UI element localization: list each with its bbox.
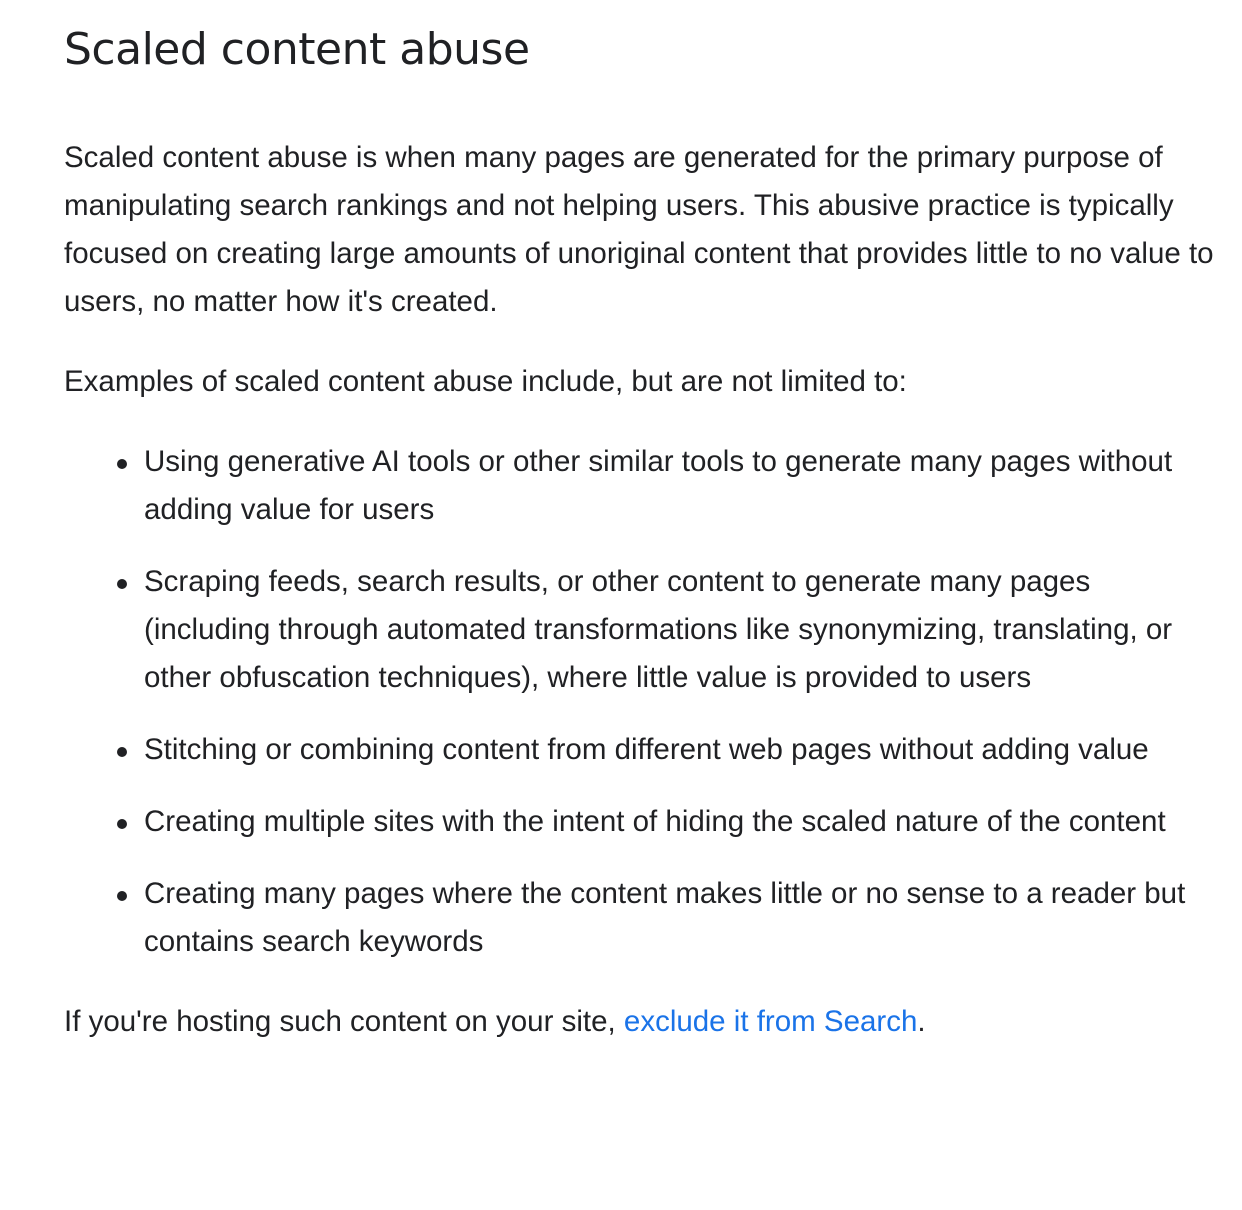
list-item: Stitching or combining content from different web pages without adding value xyxy=(144,726,1224,774)
list-item: Creating multiple sites with the intent of hiding the scaled nature of the content xyxy=(144,798,1224,846)
examples-lead: Examples of scaled content abuse include, but are not limited to: xyxy=(64,365,907,398)
outro-paragraph xyxy=(64,998,1224,1046)
exclude-from-search-link[interactable]: exclude it from Search xyxy=(623,1005,918,1038)
outro-suffix: . xyxy=(917,1005,926,1038)
list-item: Scraping feeds, search results, or other content to generate many pages (including through automated transformations like synonymizing, translating, or other obfuscation techniques), where little value is provided to users xyxy=(144,558,1224,702)
intro-paragraph: Scaled content abuse is when many pages are generated for the primary purpose of manipulating search rankings and not helping users. This abusive practice is typically focused on creating large amounts of unoriginal content that provides little to no value to users, no matter how it's created. xyxy=(64,141,1214,318)
article-body xyxy=(64,134,1224,1046)
page-title: Scaled content abuse xyxy=(64,24,530,75)
outro-prefix: If you're hosting such content on your site, xyxy=(64,1005,624,1038)
examples-list xyxy=(64,438,1224,966)
list-item: Creating many pages where the content makes little or no sense to a reader but contains search keywords xyxy=(144,870,1224,966)
list-item: Using generative AI tools or other similar tools to generate many pages without adding value for users xyxy=(144,438,1224,534)
